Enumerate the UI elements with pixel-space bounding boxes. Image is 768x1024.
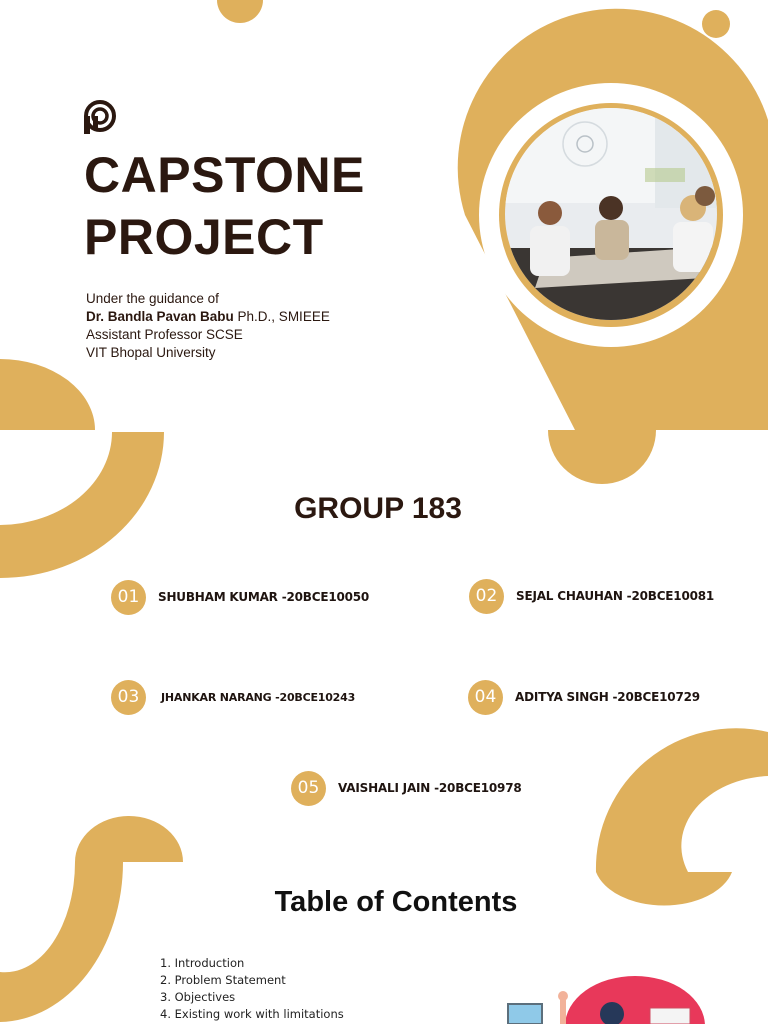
group-title: GROUP 183: [294, 492, 462, 525]
page-title: [84, 144, 365, 268]
title-line-1: CAPSTONE: [84, 147, 365, 203]
member-number-badge: 03: [111, 680, 146, 715]
toc-item: 2. Problem Statement: [160, 973, 286, 987]
guide-line: [86, 308, 330, 326]
member-item: [469, 578, 714, 614]
team-meeting-photo: [505, 108, 717, 320]
guide-credentials: Ph.D., SMIEEE: [233, 309, 330, 324]
guide-position: Assistant Professor SCSE: [86, 327, 243, 342]
guide-university: VIT Bhopal University: [86, 345, 216, 360]
guidance-intro: Under the guidance of: [86, 291, 219, 306]
member-name: ADITYA SINGH -20BCE10729: [515, 690, 700, 704]
member-number-badge: 05: [291, 771, 326, 806]
guide-name: Dr. Bandla Pavan Babu: [86, 309, 234, 324]
member-item: [291, 770, 522, 806]
member-item: [111, 579, 369, 615]
person-illustration: [500, 970, 768, 1024]
member-number-badge: 01: [111, 580, 146, 615]
guidance-block: [86, 290, 330, 362]
member-name: SEJAL CHAUHAN -20BCE10081: [516, 589, 715, 603]
member-name: VAISHALI JAIN -20BCE10978: [338, 781, 522, 795]
member-item: [111, 679, 355, 715]
member-name: JHANKAR NARANG -20BCE10243: [161, 690, 356, 704]
p-logo-icon: [82, 98, 118, 136]
title-line-2: PROJECT: [84, 209, 324, 265]
toc-list: [160, 955, 344, 1023]
member-item: [468, 679, 700, 715]
toc-item: 1. Introduction: [160, 956, 245, 970]
member-name: SHUBHAM KUMAR -20BCE10050: [158, 590, 370, 604]
member-number-badge: 04: [468, 680, 503, 715]
member-number-badge: 02: [469, 579, 504, 614]
toc-title: Table of Contents: [274, 886, 518, 918]
toc-item: 4. Existing work with limitations: [160, 1007, 344, 1021]
toc-item: 3. Objectives: [160, 990, 236, 1004]
